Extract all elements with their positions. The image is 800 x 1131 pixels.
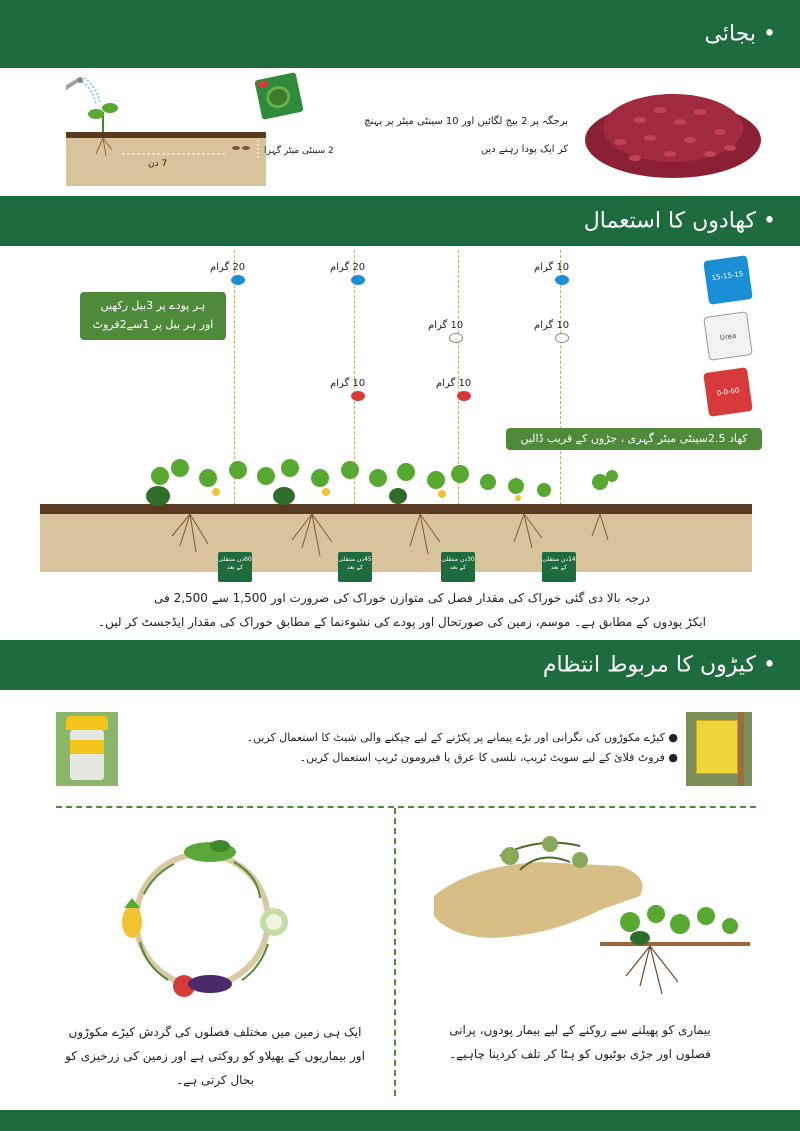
depth-note-text: کھاد 2.5سینٹی میٹر گہری ، جڑوں کے قریب ڈالیں	[520, 432, 748, 445]
pest-bullets	[130, 728, 678, 768]
divider	[56, 806, 756, 808]
removal-text: بیماری کو پھیلنے سے روکنے کے لیے بیمار پودوں، پرانی فصلوں اور جڑی بوٹیوں کو ہٹا کر تلف کردینا چاہیے۔	[449, 1023, 711, 1061]
depth-label: 2 سینٹی میٹر گہرا	[264, 146, 334, 156]
dose-marker	[330, 262, 365, 285]
section-title: • بجائی	[704, 21, 776, 47]
dose-label: 10 گرام	[534, 320, 570, 331]
rotation-text: ایک ہی زمین میں مختلف فصلوں کی گردش کیڑے مکوڑوں اور بیماریوں کے پھیلاو کو روکتی ہے اور زمین کی زرخیزی کو بحال کرتی ہے۔	[65, 1025, 365, 1087]
sowing-illustration	[66, 70, 346, 186]
summary-line2: ایکڑ پودوں کے مطابق ہے۔ موسم، زمین کی صورتحال اور پودے کی نشوءنما کے مطابق خوراک کی مقدار ایڈجسٹ کر لیں۔	[98, 615, 706, 629]
dose-label: 10 گرام	[534, 262, 570, 273]
dose-marker	[436, 378, 471, 401]
dose-label: 10 گرام	[330, 378, 366, 389]
fertilizer-summary	[60, 586, 744, 634]
sowing-text-line1: برجگہ پر 2 بیج لگائیں اور 10 سینٹی میٹر پر پہنچ	[364, 116, 568, 127]
seed-pile-image	[580, 80, 766, 180]
fertilizer-bag-urea-icon	[703, 311, 753, 361]
blue-spoon-icon	[231, 275, 245, 285]
bullet-icon: ●	[664, 751, 678, 764]
list-item: ● کیڑے مکوڑوں کی نگرانی اور بڑے پیمانے پر پکڑنے کے لیے چپکنے والی شیٹ کا استعمال کریں۔	[246, 731, 678, 744]
crop-rotation-cycle-icon	[114, 838, 290, 1002]
section-header-sowing	[0, 0, 800, 68]
dose-marker	[534, 262, 569, 285]
white-spoon-icon	[449, 333, 463, 343]
sowing-text-line2: کر ایک پودا رہنے دیں	[480, 144, 568, 155]
list-item: ● فروٹ فلائ کے لیے سویٹ ٹریپ، تلسی کا عرق یا فیرومون ٹریپ استعمال کریں۔	[299, 751, 678, 764]
sowing-instructions	[340, 108, 568, 164]
days-label: 7 دن	[148, 159, 168, 169]
fertilizer-bag-npk-icon	[703, 255, 753, 305]
sticky-sheet-image	[686, 712, 752, 786]
blue-spoon-icon	[351, 275, 365, 285]
summary-line1: درجہ بالا دی گئی خوراک کی مقدار فصل کی متوازن خوراک کی ضرورت اور 1,500 سے 2,500 فی	[154, 591, 650, 605]
spacing-note	[80, 292, 226, 340]
dose-label: 10 گرام	[428, 320, 464, 331]
dose-label: 20 گرام	[330, 262, 366, 273]
dose-label: 10 گرام	[436, 378, 472, 389]
stage-tag: 60دن منتقلی کے بعد	[218, 552, 252, 582]
divider	[394, 808, 396, 1096]
section-title: • کھادوں کا استعمال	[583, 208, 776, 234]
fertilizer-bag-potash-icon	[703, 367, 753, 417]
dose-label: 20 گرام	[210, 262, 246, 273]
stage-tag: 14دن منتقلی کے بعد	[542, 552, 576, 582]
dose-marker	[330, 378, 365, 401]
section-header-pests	[0, 640, 800, 690]
blue-spoon-icon	[555, 275, 569, 285]
dose-marker	[534, 320, 569, 343]
watering-can-icon	[66, 70, 346, 186]
footer-band	[0, 1110, 800, 1131]
diseased-plant-removal-image	[430, 826, 750, 1002]
dose-marker	[428, 320, 463, 343]
stage-tag: 45دن منتقلی کے بعد	[338, 552, 372, 582]
spacing-line1: ہر پودے پر 3بیل رکھیں	[100, 299, 206, 312]
red-spoon-icon	[351, 391, 365, 401]
section-title: • کیڑوں کا مربوط انتظام	[542, 652, 776, 678]
seed-packet-icon	[254, 72, 303, 120]
depth-note	[506, 428, 762, 450]
fruit-fly-trap-image	[56, 712, 118, 786]
field-illustration	[40, 456, 752, 572]
red-spoon-icon	[457, 391, 471, 401]
bag-label: 15-15-15	[711, 269, 744, 283]
spacing-line2: اور ہر بیل پر 1سے2فروٹ	[92, 318, 214, 331]
bag-label: 0-0-60	[716, 386, 740, 398]
white-spoon-icon	[555, 333, 569, 343]
bag-label: Urea	[719, 331, 737, 343]
stage-tag: 30دن منتقلی کے بعد	[441, 552, 475, 582]
bullet-icon: ●	[664, 731, 678, 744]
dose-marker	[210, 262, 245, 285]
section-header-fertilizer	[0, 196, 800, 246]
